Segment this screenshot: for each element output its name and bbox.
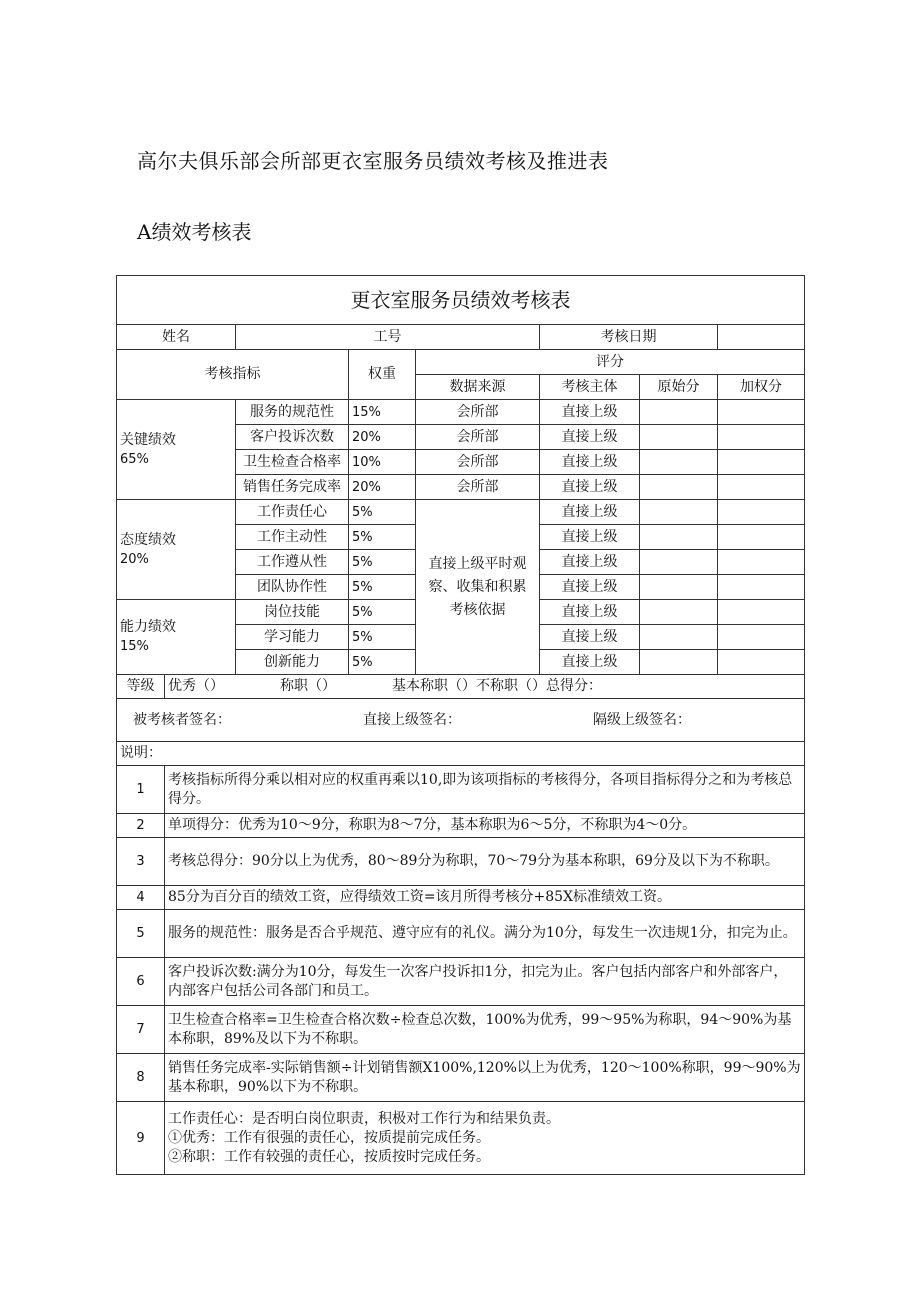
grade-basic[interactable]: 基本称职（） [392, 678, 476, 694]
header-subject: 考核主体 [540, 375, 640, 400]
indicator-cell: 团队协作性 [236, 575, 349, 600]
weight-cell: 5% [349, 625, 416, 650]
group-name: 关键绩效 [120, 431, 176, 448]
subject-cell: 直接上级 [540, 650, 640, 675]
note-number: 2 [117, 814, 165, 838]
subject-cell: 直接上级 [540, 500, 640, 525]
weighted-score-cell[interactable] [718, 450, 805, 475]
group-name: 能力绩效 [120, 619, 176, 635]
indicator-cell: 学习能力 [236, 625, 349, 650]
note-number: 7 [117, 1006, 165, 1054]
grade-total-label: 总得分： [546, 678, 602, 694]
note-line: ①优秀：工作有很强的责任心，按质提前完成任务。 [168, 1129, 490, 1146]
subject-cell: 直接上级 [540, 600, 640, 625]
weighted-score-cell[interactable] [718, 425, 805, 450]
header-raw: 原始分 [640, 375, 718, 400]
weighted-score-cell[interactable] [718, 650, 805, 675]
note-line: 工作责任心：是否明白岗位职责，积极对工作行为和结果负责。 [168, 1110, 560, 1127]
weighted-score-cell[interactable] [718, 500, 805, 525]
assessment-table [116, 275, 805, 1175]
supervisor-signature[interactable]: 直接上级签名： [363, 711, 461, 728]
weighted-score-cell[interactable] [718, 575, 805, 600]
subject-cell: 直接上级 [540, 475, 640, 500]
assessee-signature[interactable]: 被考核者签名： [133, 711, 231, 728]
source-cell: 会所部 [416, 450, 540, 475]
section-title: A绩效考核表 [137, 220, 252, 244]
note-row [117, 1006, 805, 1054]
table-title: 更衣室服务员绩效考核表 [117, 276, 805, 325]
raw-score-cell[interactable] [640, 625, 718, 650]
note-text: 考核指标所得分乘以相对应的权重再乘以10,即为该项指标的考核得分，各项目指标得分之和为考核总得分。 [165, 766, 805, 814]
raw-score-cell[interactable] [640, 475, 718, 500]
weighted-score-cell[interactable] [718, 600, 805, 625]
indicator-cell: 创新能力 [236, 650, 349, 675]
weight-cell: 5% [349, 600, 416, 625]
weight-cell: 20% [349, 425, 416, 450]
info-row [117, 325, 805, 350]
weight-cell: 5% [349, 575, 416, 600]
notes-label: 说明： [117, 742, 805, 766]
note-text: 85分为百分百的绩效工资，应得绩效工资=该月所得考核分+85X标准绩效工资。 [165, 886, 805, 910]
note-text: 考核总得分：90分以上为优秀，80～89分为称职，70～79分为基本称职，69分及以下为不称职。 [165, 838, 805, 886]
date-label: 考核日期 [540, 325, 718, 350]
note-row [117, 1054, 805, 1102]
grade-label: 等级 [117, 675, 165, 699]
indicator-cell: 工作遵从性 [236, 550, 349, 575]
note-row [117, 838, 805, 886]
note-row [117, 886, 805, 910]
note-text: 客户投诉次数:满分为10分，每发生一次客户投诉扣1分，扣完为止。客户包括内部客户和外部客户，内部客户包括公司各部门和员工。 [165, 958, 805, 1006]
table-row [117, 400, 805, 425]
note-text: 服务的规范性：服务是否合乎规范、遵守应有的礼仪。满分为10分，每发生一次违规1分，扣完为止。 [165, 910, 805, 958]
raw-score-cell[interactable] [640, 450, 718, 475]
weighted-score-cell[interactable] [718, 475, 805, 500]
raw-score-cell[interactable] [640, 650, 718, 675]
subject-cell: 直接上级 [540, 525, 640, 550]
subject-cell: 直接上级 [540, 575, 640, 600]
note-number: 5 [117, 910, 165, 958]
note-row [117, 958, 805, 1006]
indicator-cell: 工作责任心 [236, 500, 349, 525]
weight-cell: 5% [349, 525, 416, 550]
note-text [165, 1102, 805, 1175]
name-value[interactable] [236, 325, 540, 350]
grade-row [117, 675, 805, 699]
note-number: 9 [117, 1102, 165, 1175]
indicator-cell: 服务的规范性 [236, 400, 349, 425]
raw-score-cell[interactable] [640, 425, 718, 450]
note-row [117, 814, 805, 838]
grade-options [165, 675, 805, 699]
note-row [117, 766, 805, 814]
raw-score-cell[interactable] [640, 500, 718, 525]
indicator-cell: 工作主动性 [236, 525, 349, 550]
header-weighted: 加权分 [718, 375, 805, 400]
note-text: 销售任务完成率-实际销售额÷计划销售额X100%,120%以上为优秀，120～100%称职，99～90%为基本称职，90%以下为不称职。 [165, 1054, 805, 1102]
grade-excellent[interactable]: 优秀（） [168, 678, 224, 694]
group-attitude [117, 500, 236, 600]
note-row [117, 910, 805, 958]
source-cell: 会所部 [416, 400, 540, 425]
subject-cell: 直接上级 [540, 400, 640, 425]
raw-score-cell[interactable] [640, 400, 718, 425]
raw-score-cell[interactable] [640, 600, 718, 625]
weight-cell: 10% [349, 450, 416, 475]
weighted-score-cell[interactable] [718, 550, 805, 575]
subject-cell: 直接上级 [540, 450, 640, 475]
indicator-cell: 岗位技能 [236, 600, 349, 625]
note-number: 6 [117, 958, 165, 1006]
weight-cell: 20% [349, 475, 416, 500]
subject-cell: 直接上级 [540, 425, 640, 450]
weight-cell: 5% [349, 550, 416, 575]
note-line: ②称职：工作有较强的责任心，按质按时完成任务。 [168, 1148, 490, 1165]
document-title: 高尔夫俱乐部会所部更衣室服务员绩效考核及推进表 [137, 149, 609, 173]
note-number: 4 [117, 886, 165, 910]
note-number: 3 [117, 838, 165, 886]
note-row [117, 1102, 805, 1175]
group-percent: 15% [120, 639, 149, 654]
header-row-1 [117, 350, 805, 375]
header-source: 数据来源 [416, 375, 540, 400]
indicator-cell: 客户投诉次数 [236, 425, 349, 450]
name-label: 姓名 [117, 325, 236, 350]
note-number: 1 [117, 766, 165, 814]
header-indicator: 考核指标 [117, 350, 349, 400]
merged-source-line: 直接上级平时观 [428, 555, 527, 572]
note-text: 卫生检查合格率=卫生检查合格次数÷检查总次数，100%为优秀，99～95%为称职，94～90%为基本称职，89%及以下为不称职。 [165, 1006, 805, 1054]
subject-cell: 直接上级 [540, 625, 640, 650]
header-score: 评分 [416, 350, 805, 375]
source-cell: 会所部 [416, 425, 540, 450]
grade-competent[interactable]: 称职（） [280, 678, 336, 694]
group-percent: 65% [120, 451, 149, 467]
header-weight: 权重 [349, 350, 416, 400]
group-name: 态度绩效 [120, 531, 176, 548]
indicator-cell: 卫生检查合格率 [236, 450, 349, 475]
date-value[interactable] [718, 325, 805, 350]
weight-cell: 5% [349, 650, 416, 675]
table-row [117, 500, 805, 525]
weight-cell: 15% [349, 400, 416, 425]
grade-incompetent[interactable]: 不称职（） [476, 678, 546, 694]
raw-score-cell[interactable] [640, 575, 718, 600]
signature-row [117, 699, 805, 742]
subject-cell: 直接上级 [540, 550, 640, 575]
source-cell: 会所部 [416, 475, 540, 500]
raw-score-cell[interactable] [640, 550, 718, 575]
signatures [117, 699, 805, 742]
id-label: 工号 [373, 328, 402, 345]
merged-source-line: 考核依据 [449, 601, 506, 618]
merged-source-cell [416, 500, 540, 675]
weighted-score-cell[interactable] [718, 525, 805, 550]
indicator-cell: 销售任务完成率 [236, 475, 349, 500]
group-ability [117, 600, 236, 675]
raw-score-cell[interactable] [640, 525, 718, 550]
weighted-score-cell[interactable] [718, 625, 805, 650]
weight-cell: 5% [349, 500, 416, 525]
note-number: 8 [117, 1054, 165, 1102]
group-key [117, 400, 236, 500]
group-percent: 20% [120, 551, 149, 567]
weighted-score-cell[interactable] [718, 400, 805, 425]
merged-source-line: 察、收集和积累 [428, 578, 527, 595]
skip-level-signature[interactable]: 隔级上级签名： [593, 711, 691, 728]
note-text: 单项得分：优秀为10～9分，称职为8～7分，基本称职为6～5分，不称职为4～0分。 [165, 814, 805, 838]
